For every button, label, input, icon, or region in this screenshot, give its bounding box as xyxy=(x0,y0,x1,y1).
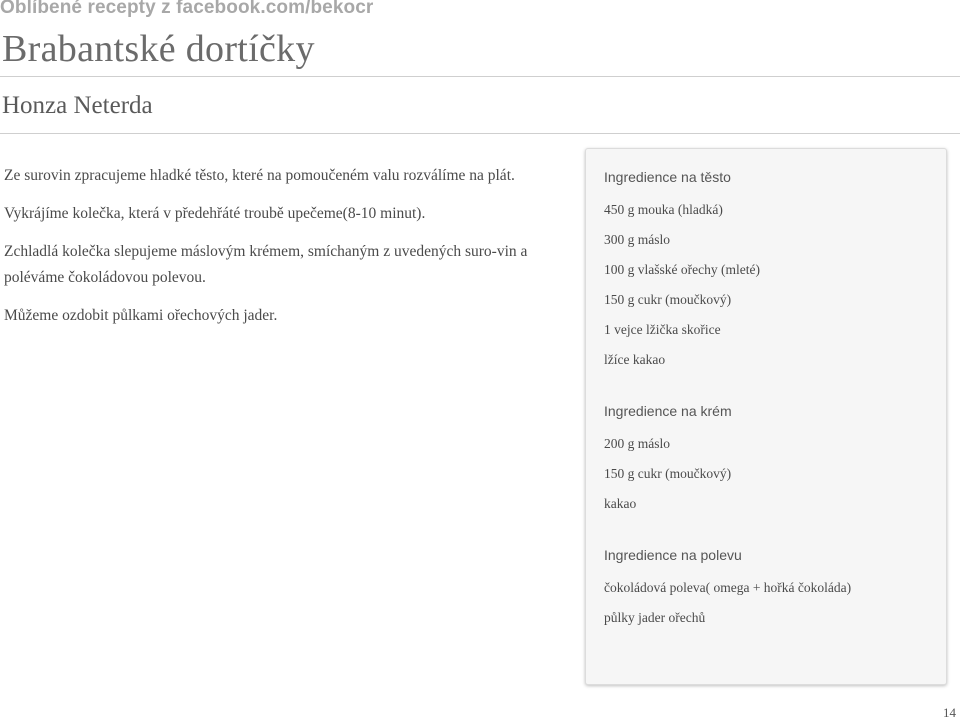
ingredient-item: kakao xyxy=(604,496,637,511)
ingredient-item: 150 g cukr (moučkový) xyxy=(604,466,732,481)
ingredient-item: 1 vejce lžička skořice xyxy=(604,322,721,337)
recipe-author: Honza Neterda xyxy=(2,92,153,119)
ingredient-item: 150 g cukr (moučkový) xyxy=(604,292,732,307)
ingredient-group-title: Ingredience na polevu xyxy=(604,547,742,563)
ingredient-group-glaze xyxy=(604,545,928,637)
ingredient-item: 450 g mouka (hladká) xyxy=(604,202,723,217)
ingredient-item: 100 g vlašské ořechy (mleté) xyxy=(604,262,760,277)
recipe-title: Brabantské dortíčky xyxy=(2,28,315,70)
ingredient-group-dough xyxy=(604,167,928,379)
ingredient-group-cream xyxy=(604,401,928,523)
ingredient-item: lžíce kakao xyxy=(604,352,666,367)
instruction-paragraph: Můžeme ozdobit půlkami ořechových jader. xyxy=(4,307,278,324)
recipe-instructions xyxy=(4,163,549,341)
ingredient-item: 300 g máslo xyxy=(604,232,670,247)
instruction-paragraph: Vykrájíme kolečka, která v předehřáté troubě upečeme(8-10 minut). xyxy=(4,205,426,222)
instruction-paragraph: Zchladlá kolečka slepujeme máslovým krémem, smíchaným z uvedených suro-vin a poléváme čokoládovou polevou. xyxy=(4,243,528,286)
ingredient-group-title: Ingredience na těsto xyxy=(604,169,731,185)
ingredient-item: čokoládová poleva( omega + hořká čokoláda) xyxy=(604,580,852,595)
ingredient-item: 200 g máslo xyxy=(604,436,670,451)
ingredients-card xyxy=(585,148,947,685)
instruction-paragraph: Ze surovin zpracujeme hladké těsto, které na pomoučeném valu rozválíme na plát. xyxy=(4,167,515,184)
author-divider xyxy=(0,133,960,134)
source-header: Oblíbené recepty z facebook.com/bekocr xyxy=(0,0,374,18)
ingredient-item: půlky jader ořechů xyxy=(604,610,706,625)
ingredient-group-title: Ingredience na krém xyxy=(604,403,732,419)
page-number: 14 xyxy=(943,705,956,720)
title-divider xyxy=(0,76,960,77)
